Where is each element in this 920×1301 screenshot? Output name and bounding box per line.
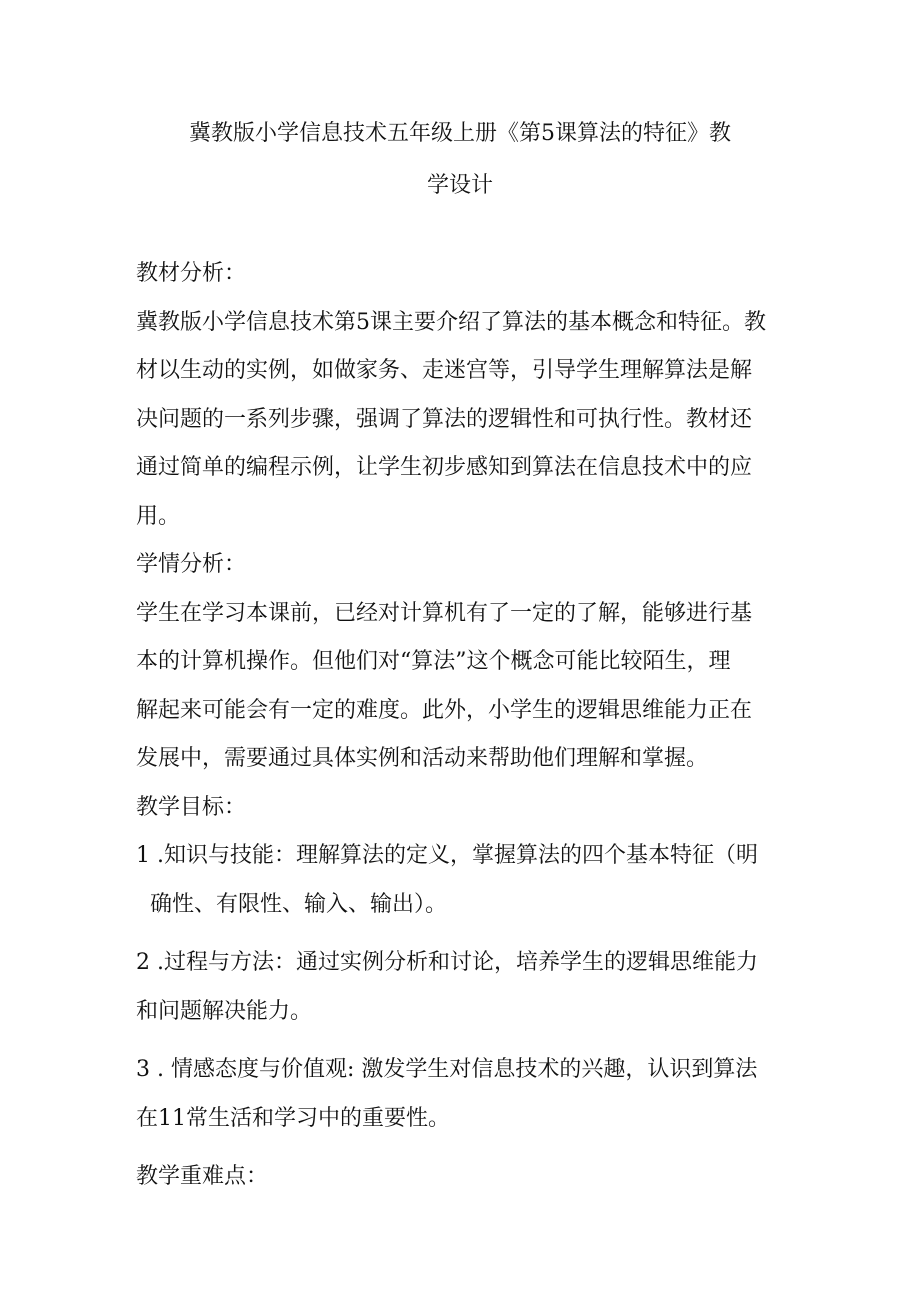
title-line-1: 冀教版小学信息技术五年级上册《第5课算法的特征》教 [189,121,731,146]
section-heading-textbook-analysis: 教材分析： [136,261,247,286]
section-heading-teaching-goals: 教学目标： [136,794,247,820]
paragraph-line: 本的计算机操作。但他们对“算法”这个概念可能比较陌生，理 [136,649,731,674]
section-heading-student-analysis: 学情分析： [136,552,247,577]
goal-3-line: 在11常生活和学习中的重要性。 [136,1105,450,1131]
goal-2-line: 2 .过程与方法：通过实例分析和讨论，培养学生的逻辑思维能力 [136,950,758,975]
paragraph-line: 发展中，需要通过具体实例和活动来帮助他们理解和掌握。 [136,746,709,771]
paragraph-line: 冀教版小学信息技术第5课主要介绍了算法的基本概念和特征。教 [136,309,766,335]
paragraph-line: 通过简单的编程示例，让学生初步感知到算法在信息技术中的应 [136,455,753,480]
paragraph-line: 材以生动的实例，如做家务、走迷宫等，引导学生理解算法是解 [136,358,753,383]
paragraph-line: 解起来可能会有一定的难度。此外，小学生的逻辑思维能力正在 [136,697,753,723]
section-heading-key-points: 教学重难点： [136,1164,269,1189]
document-title [120,108,800,212]
goal-1-line: 确性、有限性、输入、输出）。 [150,891,448,917]
paragraph-line: 学生在学习本课前，已经对计算机有了一定的了解，能够进行基 [136,600,753,626]
paragraph-line: 用。 [136,503,181,529]
title-line-2: 学设计 [426,173,493,198]
paragraph-line: 决问题的一系列步骤，强调了算法的逻辑性和可执行性。教材还 [136,406,753,432]
goal-3-line: 3 . 情感态度与价值观: 激发学生对信息技术的兴趣，认识到算法 [136,1057,758,1082]
goal-1-line: 1 .知识与技能：理解算法的定义，掌握算法的四个基本特征（明 [136,843,758,868]
goal-2-line: 和问题解决能力。 [136,998,313,1024]
document-body [136,250,796,1202]
